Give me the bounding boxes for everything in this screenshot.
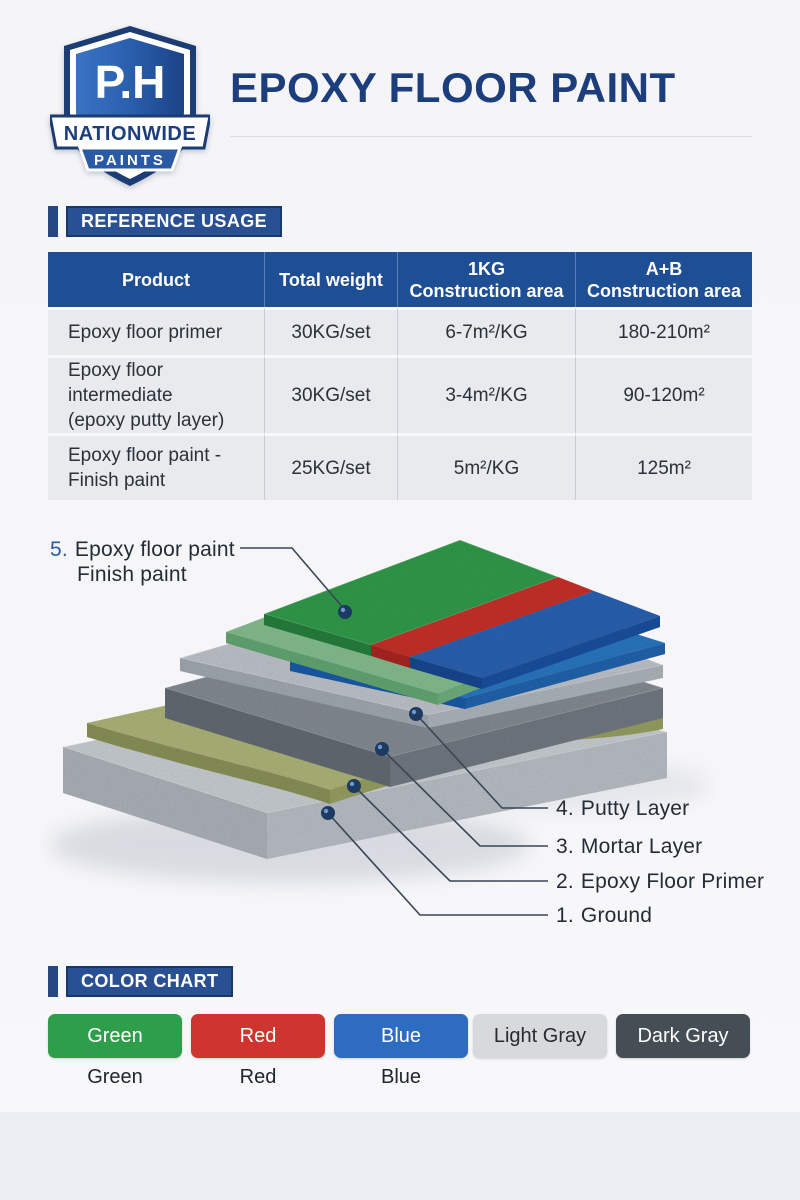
cell-ab-area: 90-120m² (575, 355, 752, 433)
swatch-caption-green: Green (87, 1066, 143, 1088)
reference-usage-table (48, 252, 752, 500)
color-swatch-green: Green (48, 1014, 182, 1058)
callout-label-epoxy-floor-primer: 2. Epoxy Floor Primer (556, 870, 765, 893)
section-accent-bar (48, 966, 58, 997)
callout-label-putty-layer: 4. Putty Layer (556, 797, 690, 820)
table-row (48, 433, 752, 500)
color-swatch-red: Red (191, 1014, 325, 1058)
swatch-caption-red: Red (239, 1066, 277, 1088)
color-chart-section-header (48, 966, 233, 997)
col-header-product: Product (48, 252, 264, 307)
callout-dot (321, 806, 335, 820)
cell-weight: 30KG/set (264, 307, 397, 355)
col-header-ab-area: A+B Construction area (575, 252, 752, 307)
reference-usage-section-header (48, 206, 282, 237)
logo-brand-bottom: PAINTS (94, 152, 166, 169)
table-row (48, 307, 752, 355)
cell-ab-area: 180-210m² (575, 307, 752, 355)
swatch-caption-blue: Blue (380, 1066, 422, 1088)
col-header-total-weight: Total weight (264, 252, 397, 307)
table-header-row (48, 252, 752, 307)
cell-weight: 30KG/set (264, 355, 397, 433)
cell-1kg-area: 5m²/KG (397, 433, 575, 500)
callout-label-mortar-layer: 3. Mortar Layer (556, 835, 703, 858)
footer-band (0, 1112, 800, 1200)
callout-dot (347, 779, 361, 793)
logo-brand-top: NATIONWIDE (63, 123, 197, 145)
cell-product: Epoxy floor primer (48, 307, 264, 355)
callout-label-finish-paint: 5. Epoxy floor paint Finish paint (50, 538, 235, 586)
callout-dot (375, 742, 389, 756)
page-title: EPOXY FLOOR PAINT (230, 64, 676, 111)
table-row (48, 355, 752, 433)
color-swatch-blue: Blue (334, 1014, 468, 1058)
col-header-1kg-area: 1KG Construction area (397, 252, 575, 307)
reference-usage-badge: REFERENCE USAGE (66, 206, 282, 237)
title-divider (230, 136, 752, 137)
cell-1kg-area: 3-4m²/KG (397, 355, 575, 433)
color-swatch-dark-gray: Dark Gray (616, 1014, 750, 1058)
color-chart-badge: COLOR CHART (66, 966, 233, 997)
callout-dot (338, 605, 352, 619)
logo-initials: P.H (94, 56, 166, 108)
cell-weight: 25KG/set (264, 433, 397, 500)
callout-label-ground: 1. Ground (556, 904, 653, 927)
section-accent-bar (48, 206, 58, 237)
brand-logo (50, 24, 210, 188)
cell-1kg-area: 6-7m²/KG (397, 307, 575, 355)
cell-product: Epoxy floor paint - Finish paint (48, 433, 264, 500)
color-swatch-light-gray: Light Gray (473, 1014, 607, 1058)
callout-dot (409, 707, 423, 721)
cell-product: Epoxy floor intermediate (epoxy putty layer) (48, 355, 264, 433)
cell-ab-area: 125m² (575, 433, 752, 500)
